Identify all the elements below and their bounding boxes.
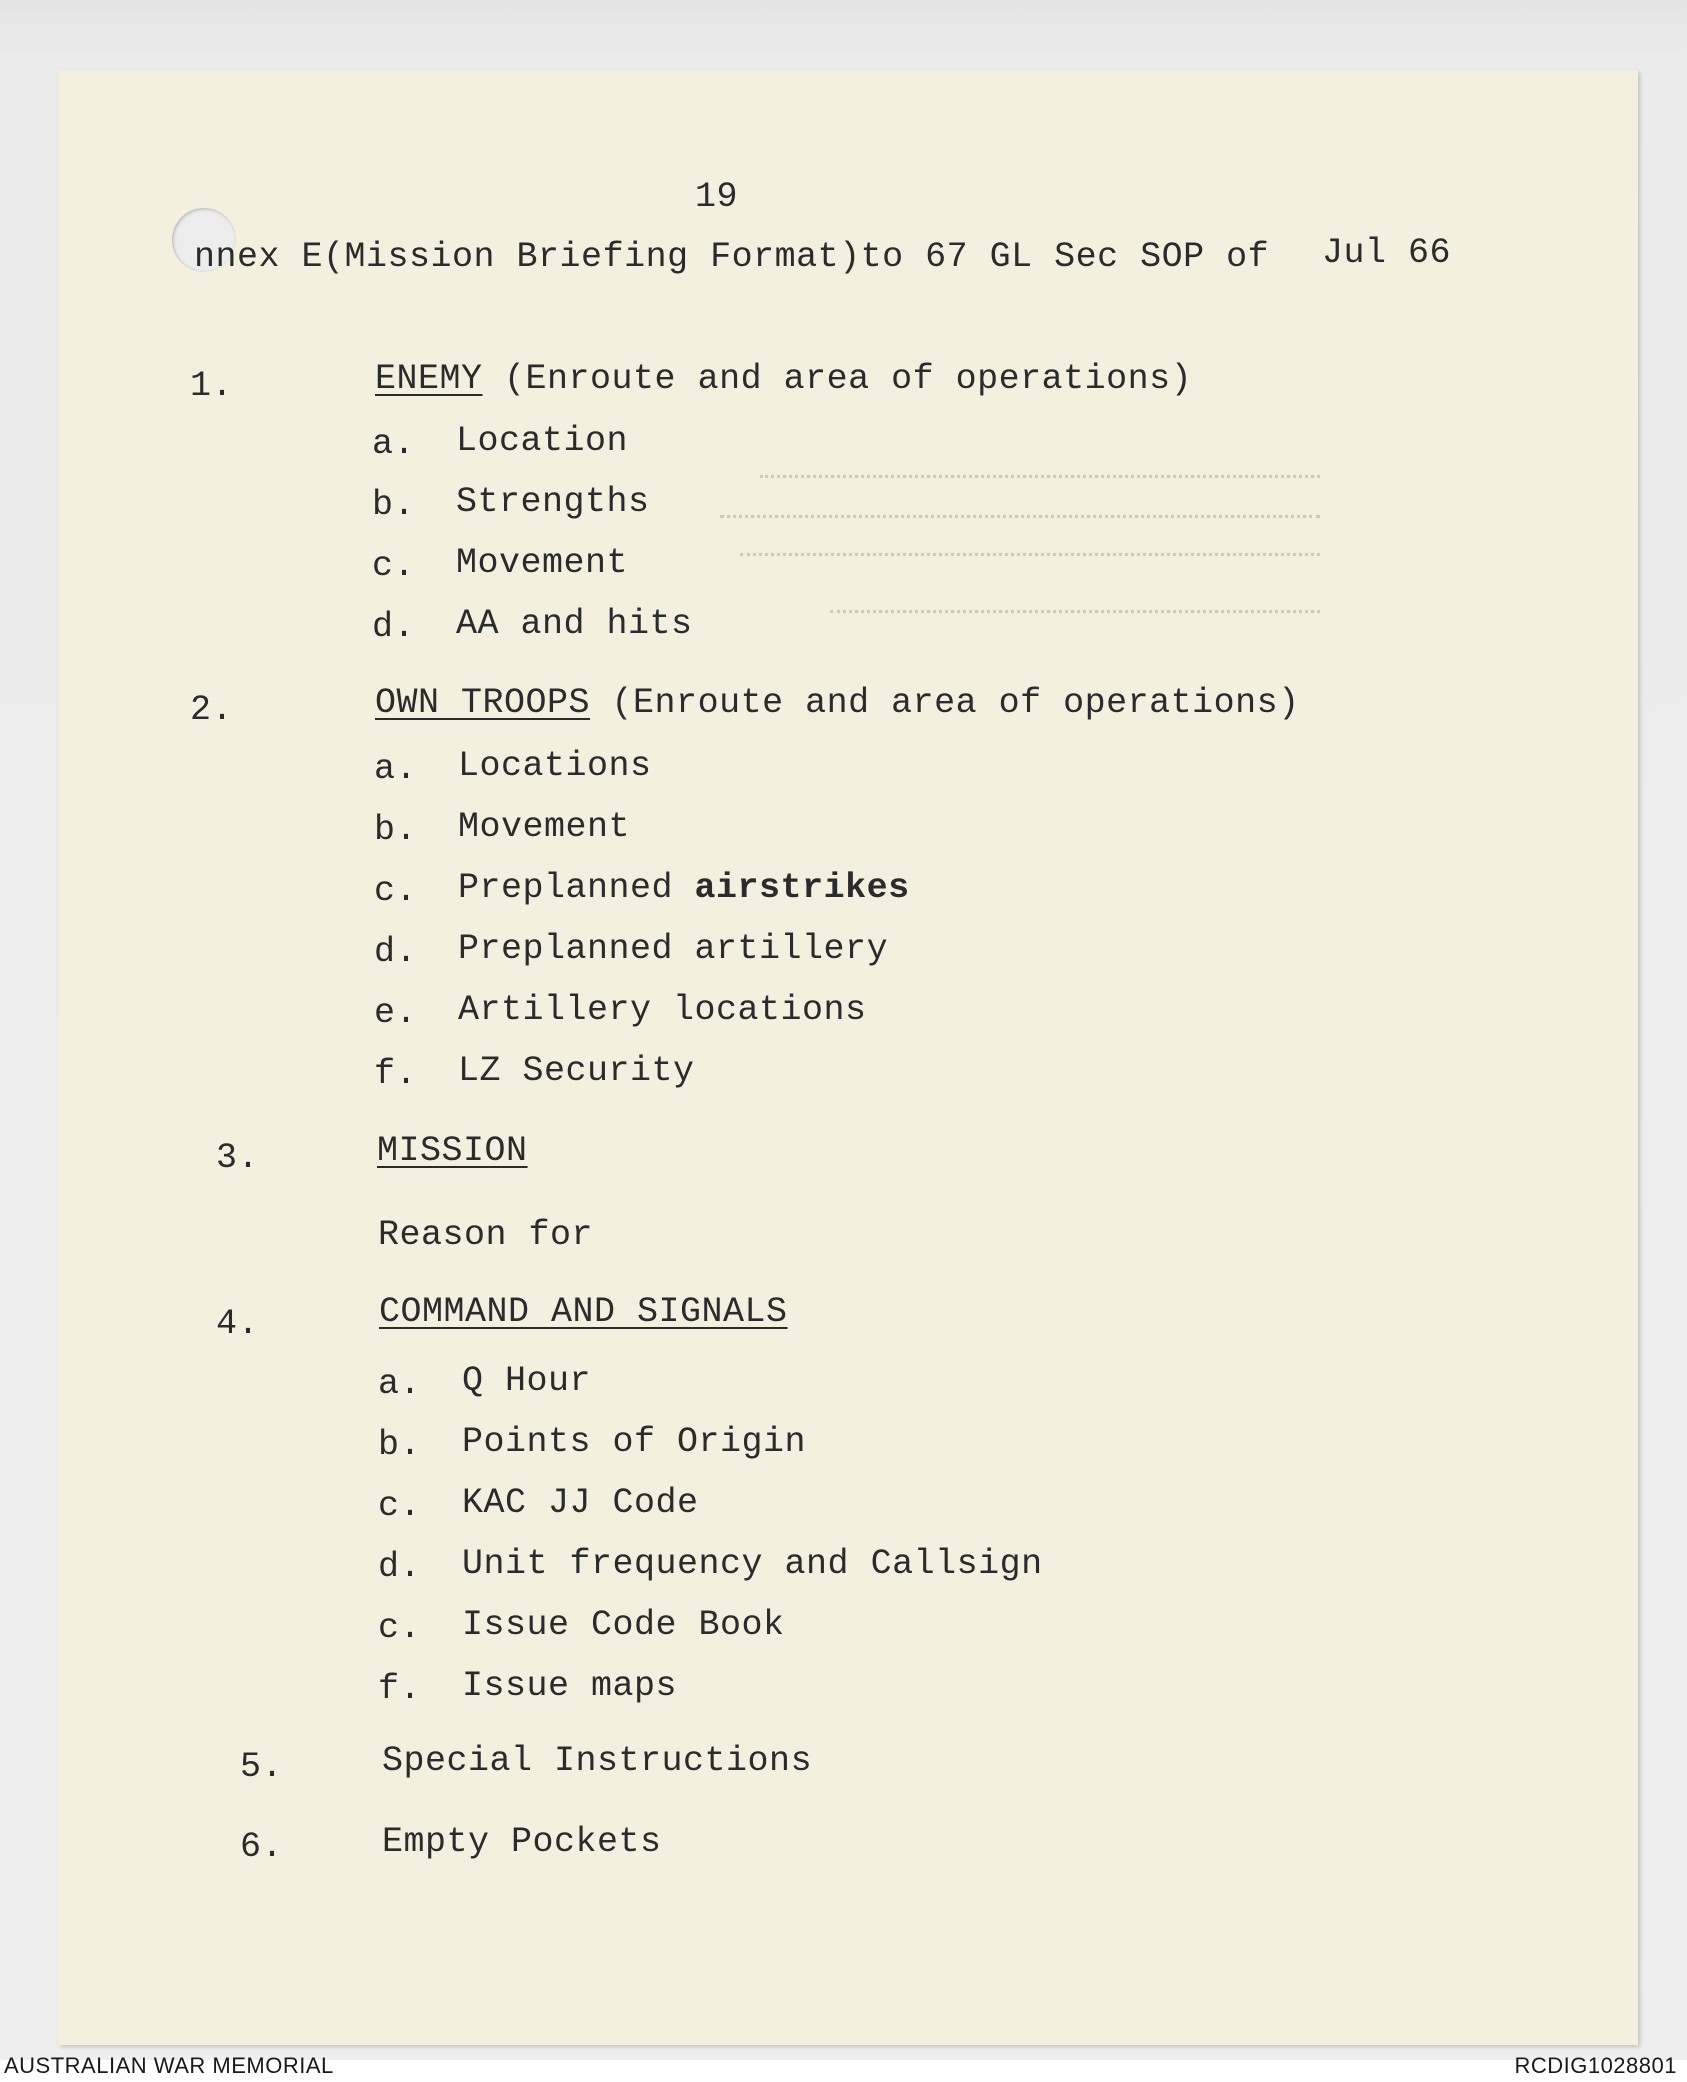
section-heading-line	[375, 683, 1300, 723]
section-text: Special Instructions	[382, 1741, 813, 1781]
item-letter: c.	[378, 1608, 422, 1648]
item-letter: e.	[374, 993, 418, 1033]
item-letter: d.	[374, 932, 418, 972]
item-letter: c.	[378, 1486, 422, 1526]
header-date: Jul 66	[1322, 233, 1452, 273]
item-letter: b.	[374, 810, 418, 850]
item-letter: a.	[374, 749, 418, 789]
item-text: Issue Code Book	[462, 1605, 785, 1645]
item-letter: f.	[374, 1054, 418, 1094]
show-through-line	[830, 610, 1320, 613]
section-number: 4.	[216, 1304, 260, 1344]
section-heading: COMMAND AND SIGNALS	[379, 1292, 788, 1332]
show-through-line	[720, 515, 1320, 518]
footer-institution: AUSTRALIAN WAR MEMORIAL	[4, 2053, 334, 2078]
item-text: Location	[456, 421, 629, 461]
item-text: Preplanned artillery	[458, 929, 889, 969]
item-text: Q Hour	[462, 1361, 592, 1401]
show-through-line	[740, 553, 1320, 556]
section-heading: MISSION	[377, 1131, 528, 1171]
section-note: (Enroute and area of operations)	[590, 683, 1300, 723]
item-text: AA and hits	[456, 604, 693, 644]
page-number: 19	[695, 177, 739, 217]
item-letter: f.	[378, 1669, 422, 1709]
item-letter: c.	[372, 546, 416, 586]
section-heading-line	[375, 359, 1193, 399]
item-text-regular: Preplanned	[458, 868, 695, 908]
item-text: Issue maps	[462, 1666, 678, 1706]
section-number: 3.	[216, 1138, 260, 1178]
item-letter: a.	[372, 424, 416, 464]
item-letter: b.	[378, 1425, 422, 1465]
section-text: Empty Pockets	[382, 1822, 662, 1862]
section-heading: OWN TROOPS	[375, 683, 591, 723]
section-number: 5.	[240, 1747, 284, 1787]
item-text: KAC JJ Code	[462, 1483, 699, 1523]
item-letter: c.	[374, 871, 418, 911]
item-text: Artillery locations	[458, 990, 867, 1030]
section-note: (Enroute and area of operations)	[482, 359, 1193, 399]
item-letter: a.	[378, 1364, 422, 1404]
item-text: Strengths	[456, 482, 650, 522]
item-text: Points of Origin	[462, 1422, 807, 1462]
item-letter: b.	[372, 485, 416, 525]
item-text: Movement	[458, 807, 631, 847]
show-through-line	[760, 475, 1320, 478]
section-heading: ENEMY	[375, 359, 483, 399]
section-number: 1.	[190, 366, 234, 406]
item-text	[458, 868, 910, 908]
header-title: nnex E(Mission Briefing Format)to 67 GL Sec SOP of	[194, 237, 1270, 277]
item-text: Movement	[456, 543, 629, 583]
item-letter: d.	[372, 607, 416, 647]
item-text: Unit frequency and Callsign	[462, 1544, 1043, 1584]
item-text-bold: airstrikes	[694, 868, 910, 908]
section-body: Reason for	[378, 1215, 594, 1255]
item-letter: d.	[378, 1547, 422, 1587]
item-text: Locations	[458, 746, 652, 786]
section-number: 6.	[240, 1827, 284, 1867]
section-number: 2.	[190, 690, 234, 730]
item-text: LZ Security	[458, 1051, 695, 1091]
footer-record-id: RCDIG1028801	[1514, 2053, 1677, 2078]
